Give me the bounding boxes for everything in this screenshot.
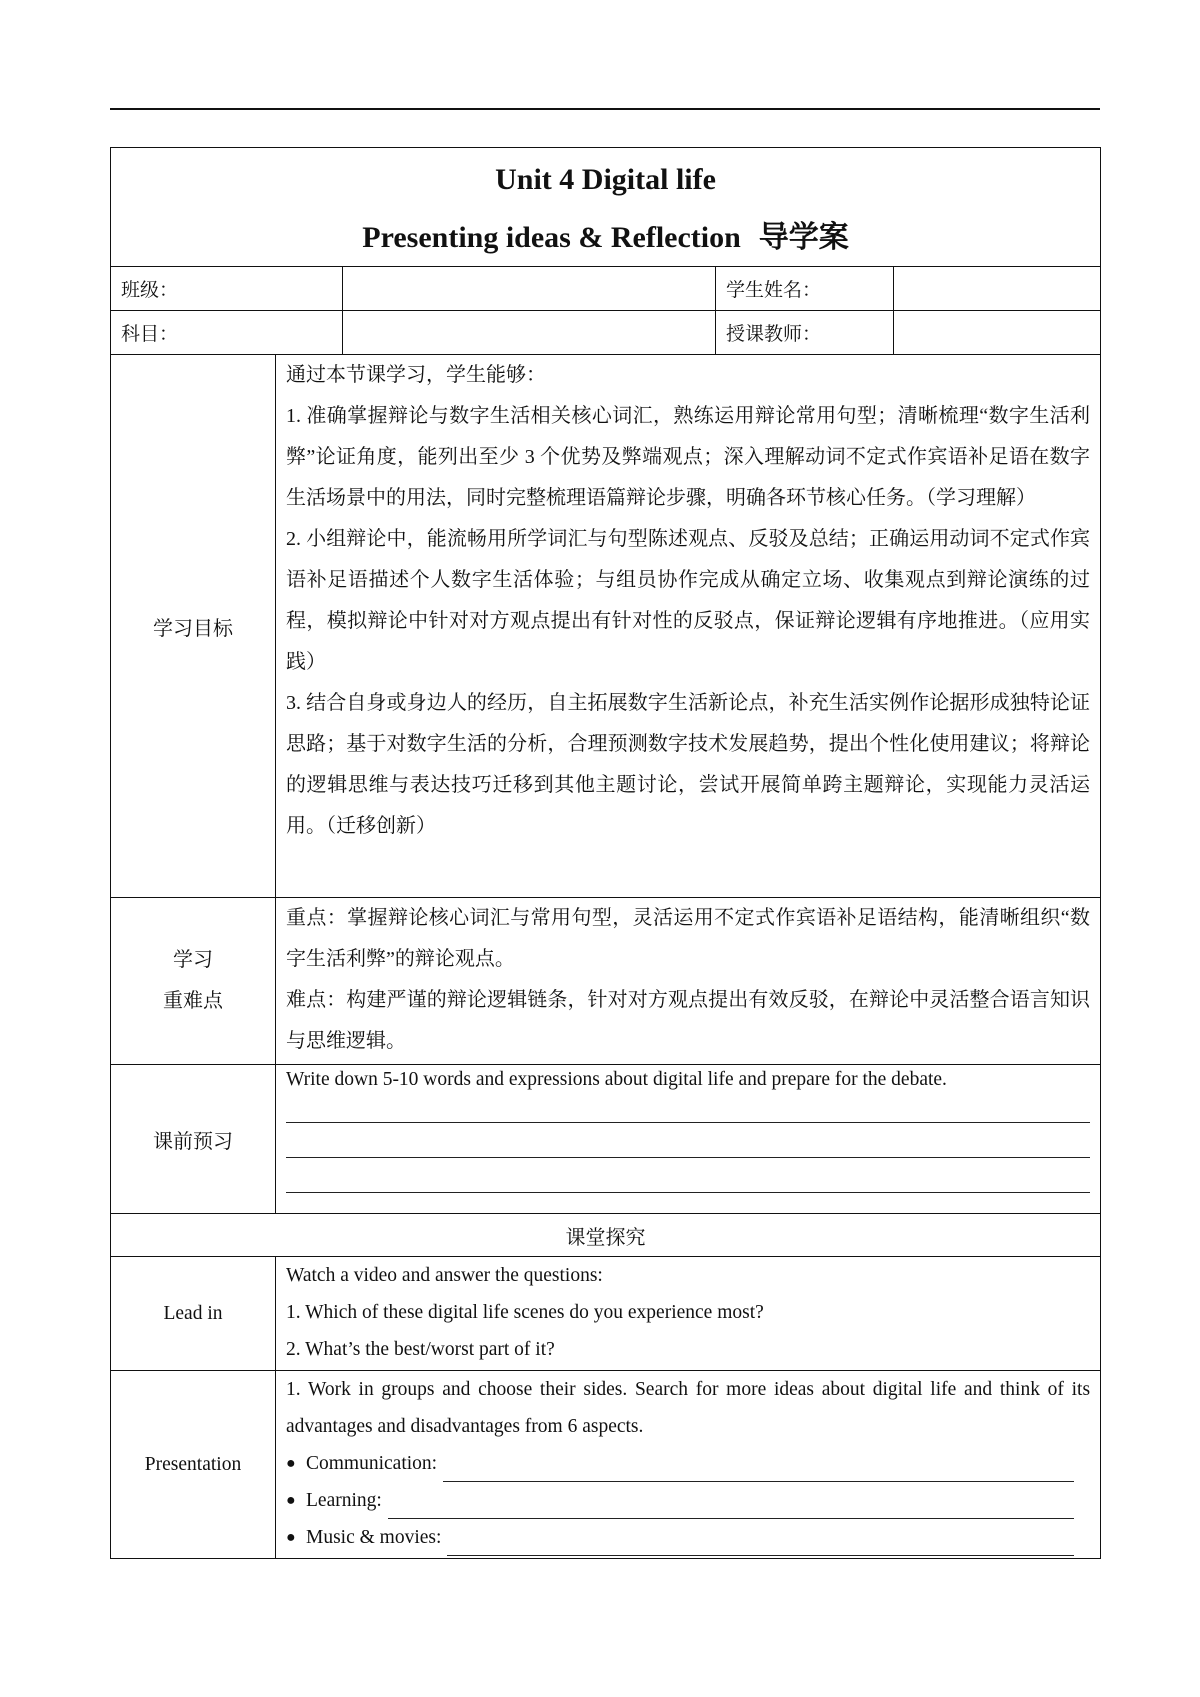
aspect-label: Music & movies: [306, 1527, 442, 1548]
aspect-label: Communication: [306, 1453, 438, 1474]
subject-field[interactable] [343, 311, 716, 355]
answer-line[interactable] [447, 1533, 1074, 1556]
objectives-intro: 通过本节课学习，学生能够： [286, 364, 546, 386]
answer-line-1[interactable] [286, 1121, 1090, 1123]
objective-item-3: 3. 结合自身或身边人的经历，自主拓展数字生活新论点，补充生活实例作论据形成独特论证思路；基于对数字生活的分析，合理预测数字技术发展趋势，提出个性化使用建议；将辩论的逻辑思维与表达技巧迁移到其他主题讨论，尝试开展简单跨主题辩论，实现能力灵活运用。（迁移创新） [286, 692, 1091, 837]
keypoints-label [111, 898, 276, 1065]
difficult-point: 难点：构建严谨的辩论逻辑链条，针对对方观点提出有效反驳，在辩论中灵活整合语言知识与思维逻辑。 [286, 989, 1091, 1052]
student-name-field[interactable] [894, 267, 1101, 311]
student-name-label: 学生姓名： [716, 267, 894, 311]
keypoints-content [276, 898, 1101, 1065]
aspect-music-movies [286, 1519, 1090, 1556]
subject-label: 科目： [111, 311, 343, 355]
class-explore-heading: 课堂探究 [111, 1214, 1101, 1257]
lead-in-line-1: Watch a video and answer the questions: [286, 1265, 603, 1286]
bullet-icon: ● [286, 1492, 296, 1509]
aspect-communication [286, 1445, 1090, 1482]
objective-item-2: 2. 小组辩论中，能流畅用所学词汇与句型陈述观点、反驳及总结；正确运用动词不定式作宾语补足语描述个人数字生活体验；与组员协作完成从确定立场、收集观点到辩论演练的过程，模拟辩论中针对对方观点提出有针对性的反驳点，保证辩论逻辑有序地推进。（应用实践） [286, 528, 1091, 673]
objectives-label: 学习目标 [111, 355, 276, 898]
unit-title: Unit 4 Digital life [495, 163, 716, 196]
answer-line[interactable] [443, 1459, 1074, 1482]
lead-in-line-2: 1. Which of these digital life scenes do you experience most? [286, 1302, 764, 1323]
teacher-field[interactable] [894, 311, 1101, 355]
class-label: 班级： [111, 267, 343, 311]
keypoints-label-line2: 重难点 [163, 990, 223, 1012]
answer-line-2[interactable] [286, 1156, 1090, 1158]
objective-item-1: 1. 准确掌握辩论与数字生活相关核心词汇，熟练运用辩论常用句型；清晰梳理“数字生活利弊”论证角度，能列出至少 3 个优势及弊端观点；深入理解动词不定式作宾语补足语在数字生活场景中的用法，同时完整梳理语篇辩论步骤，明确各环节核心任务。（学习理解） [286, 405, 1091, 509]
lead-in-content [276, 1257, 1101, 1371]
presentation-label: Presentation [111, 1371, 276, 1559]
aspect-label: Learning: [306, 1490, 382, 1511]
presentation-content [276, 1371, 1101, 1559]
teacher-label: 授课教师： [716, 311, 894, 355]
aspect-learning [286, 1482, 1090, 1519]
preview-content [276, 1065, 1101, 1214]
preview-label: 课前预习 [111, 1065, 276, 1214]
lead-in-label: Lead in [111, 1257, 276, 1371]
answer-line[interactable] [388, 1496, 1074, 1519]
bullet-icon: ● [286, 1529, 296, 1546]
title-cell [111, 148, 1101, 267]
class-field[interactable] [343, 267, 716, 311]
lead-in-line-3: 2. What’s the best/worst part of it? [286, 1339, 555, 1360]
objectives-content [276, 355, 1101, 898]
presentation-instruction: 1. Work in groups and choose their sides. Search for more ideas about digital life and think of its advantages and disadvantages from 6 aspects. [286, 1379, 1091, 1437]
answer-line-3[interactable] [286, 1191, 1090, 1193]
lesson-title-en: Presenting ideas & Reflection [362, 221, 741, 254]
bullet-icon: ● [286, 1455, 296, 1472]
lesson-title-cn: 导学案 [758, 221, 849, 254]
lesson-title [111, 219, 1100, 257]
header-rule [110, 108, 1100, 110]
study-guide-table [110, 147, 1101, 1559]
key-point: 重点：掌握辩论核心词汇与常用句型，灵活运用不定式作宾语补足语结构，能清晰组织“数字生活利弊”的辩论观点。 [286, 907, 1091, 970]
preview-instruction: Write down 5-10 words and expressions about digital life and prepare for the debate. [286, 1069, 947, 1090]
keypoints-label-line1: 学习 [173, 949, 213, 971]
